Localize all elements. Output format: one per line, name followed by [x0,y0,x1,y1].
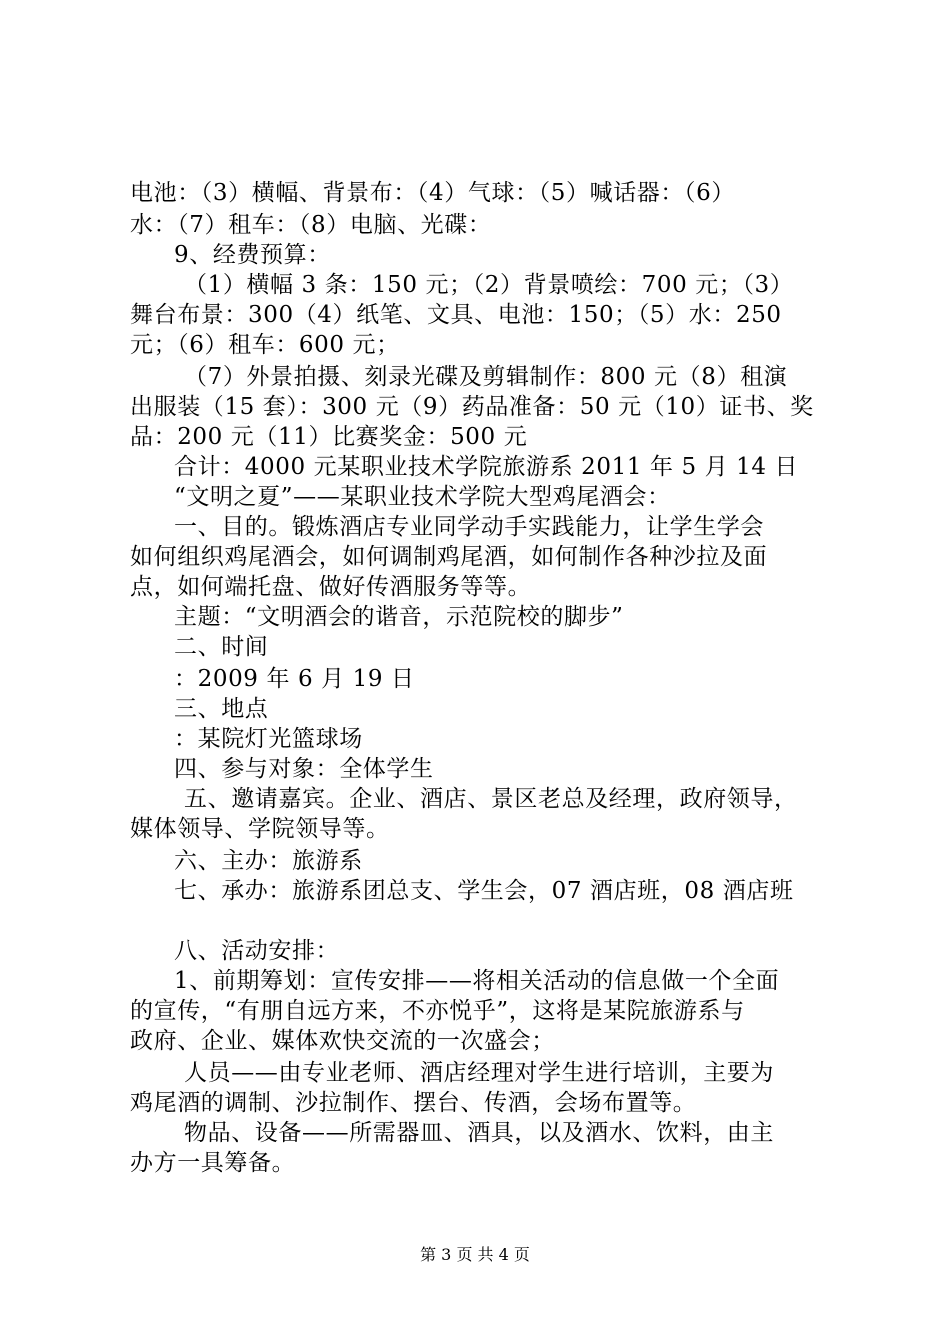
text-line: 9、经费预算： [174,242,331,268]
text-line: 鸡尾酒的调制、沙拉制作、摆台、传酒，会场布置等。 [130,1090,697,1116]
text-line: 政府、企业、媒体欢快交流的一次盛会； [130,1028,555,1054]
text-line: 六、主办：旅游系 [174,848,363,874]
text-line: 水：（7）租车：（8）电脑、光碟： [130,212,492,238]
text-line: 办方一具筹备。 [130,1150,296,1176]
text-line: 1、前期筹划：宣传安排——将相关活动的信息做一个全面 [174,968,780,994]
text-line: （7）外景拍摄、刻录光碟及剪辑制作：800 元（8）租演 [184,364,788,390]
text-line: 人员——由专业老师、酒店经理对学生进行培训，主要为 [184,1060,774,1086]
text-line: 主题：“文明酒会的谐音，示范院校的脚步” [174,604,624,630]
text-line: 八、活动安排： [174,938,340,964]
text-line: 物品、设备——所需器皿、酒具，以及酒水、饮料，由主 [184,1120,774,1146]
text-line: 一、目的。锻炼酒店专业同学动手实践能力，让学生学会 [174,514,764,540]
text-line: 舞台布景：300（4）纸笔、文具、电池：150；（5）水：250 [130,302,782,328]
text-line: 四、参与对象：全体学生 [174,756,434,782]
page-footer: 第 3 页 共 4 页 [420,1245,530,1264]
text-line: 合计：4000 元某职业技术学院旅游系 2011 年 5 月 14 日 [174,454,799,480]
text-line: ：2009 年 6 月 19 日 [174,666,415,692]
text-line: ：某院灯光篮球场 [174,726,363,752]
text-line: 电池：（3）横幅、背景布：（4）气球：（5）喊话器：（6） [130,180,735,206]
text-line: 的宣传，“有朋自远方来，不亦悦乎”，这将是某院旅游系与 [130,998,745,1024]
text-line: 七、承办：旅游系团总支、学生会，07 酒店班，08 酒店班 [174,878,794,904]
text-line: 三、地点 [174,696,269,722]
text-line: 元；（6）租车：600 元； [130,332,400,358]
text-line: 二、时间 [174,634,269,660]
text-line: 如何组织鸡尾酒会，如何调制鸡尾酒，如何制作各种沙拉及面 [130,544,768,570]
text-line: 点，如何端托盘、做好传酒服务等等。 [130,574,532,600]
text-line: “文明之夏”——某职业技术学院大型鸡尾酒会： [174,484,671,510]
text-line: 品：200 元（11）比赛奖金：500 元 [130,424,528,450]
text-line: 出服装（15 套）：300 元（9）药品准备：50 元（10）证书、奖 [130,394,814,420]
text-line: （1）横幅 3 条：150 元；（2）背景喷绘：700 元；（3） [184,272,794,298]
text-line: 五、邀请嘉宾。企业、酒店、景区老总及经理，政府领导， [184,786,798,812]
text-line: 媒体领导、学院领导等。 [130,816,390,842]
